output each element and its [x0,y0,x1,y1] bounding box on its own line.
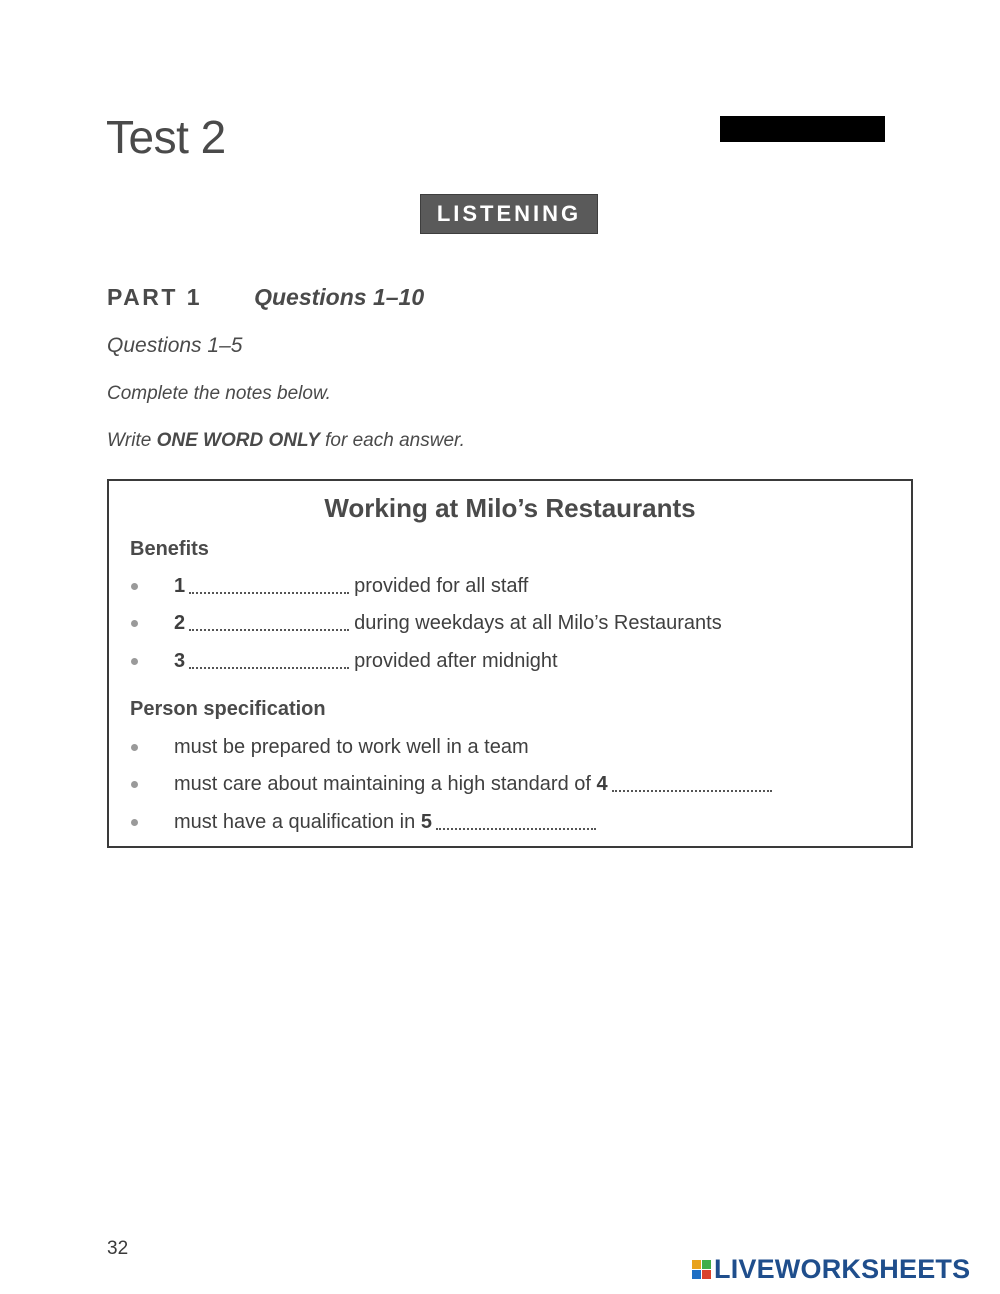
answer-blank-5[interactable] [436,822,596,830]
liveworksheets-logo-text: LIVEWORKSHEETS [714,1254,971,1284]
bullet-icon [131,781,138,788]
question-number-3: 3 [174,649,186,672]
part-questions: Questions 1–10 [254,284,425,310]
bullet-icon [131,583,138,590]
answer-blank-2[interactable] [189,623,349,631]
instruction-complete-notes: Complete the notes below. [107,383,331,404]
question-number-5: 5 [420,810,432,833]
person-spec-text-2: must care about maintaining a high standard of [174,772,597,795]
bullet-icon [131,620,138,627]
instruction-prefix: Write [107,430,157,451]
test-title: Test 2 [106,111,226,163]
question-number-4: 4 [596,772,608,795]
answer-blank-3[interactable] [189,661,349,669]
benefit-text-1: provided for all staff [354,574,529,597]
person-spec-item-1 [129,734,529,760]
part-heading [107,284,424,311]
question-number-1: 1 [174,574,186,597]
person-spec-item-3 [129,809,601,835]
benefit-text-3: provided after midnight [354,649,558,672]
question-number-2: 2 [174,611,186,634]
page-number: 32 [107,1238,129,1259]
bullet-icon [131,744,138,751]
person-spec-text-1: must be prepared to work well in a team [174,735,529,758]
benefit-item-1 [129,573,528,599]
instruction-emphasis: ONE WORD ONLY [156,430,320,451]
redaction-bar [720,116,885,142]
logo-square-3 [692,1270,701,1279]
instruction-suffix: for each answer. [319,430,465,451]
logo-square-4 [702,1270,711,1279]
logo-square-1 [692,1260,701,1269]
person-spec-item-2 [129,771,777,797]
benefit-text-2: during weekdays at all Milo’s Restaurants [354,611,722,634]
liveworksheets-logo-icon [692,1260,711,1279]
notes-box [107,479,913,848]
answer-blank-1[interactable] [189,586,349,594]
instruction-word-limit [107,430,465,452]
benefit-item-2 [129,610,722,636]
subsection-questions: Questions 1–5 [107,334,243,357]
benefit-item-3 [129,648,558,674]
bullet-icon [131,658,138,665]
person-spec-text-3: must have a qualification in [174,810,421,833]
person-spec-heading: Person specification [130,698,326,720]
logo-square-2 [702,1260,711,1269]
bullet-icon [131,819,138,826]
listening-badge: LISTENING [420,194,598,234]
answer-blank-4[interactable] [612,784,772,792]
benefits-heading: Benefits [130,538,209,560]
part-label: PART 1 [107,284,203,310]
notes-title: Working at Milo’s Restaurants [324,493,696,523]
liveworksheets-logo[interactable] [692,1254,970,1285]
